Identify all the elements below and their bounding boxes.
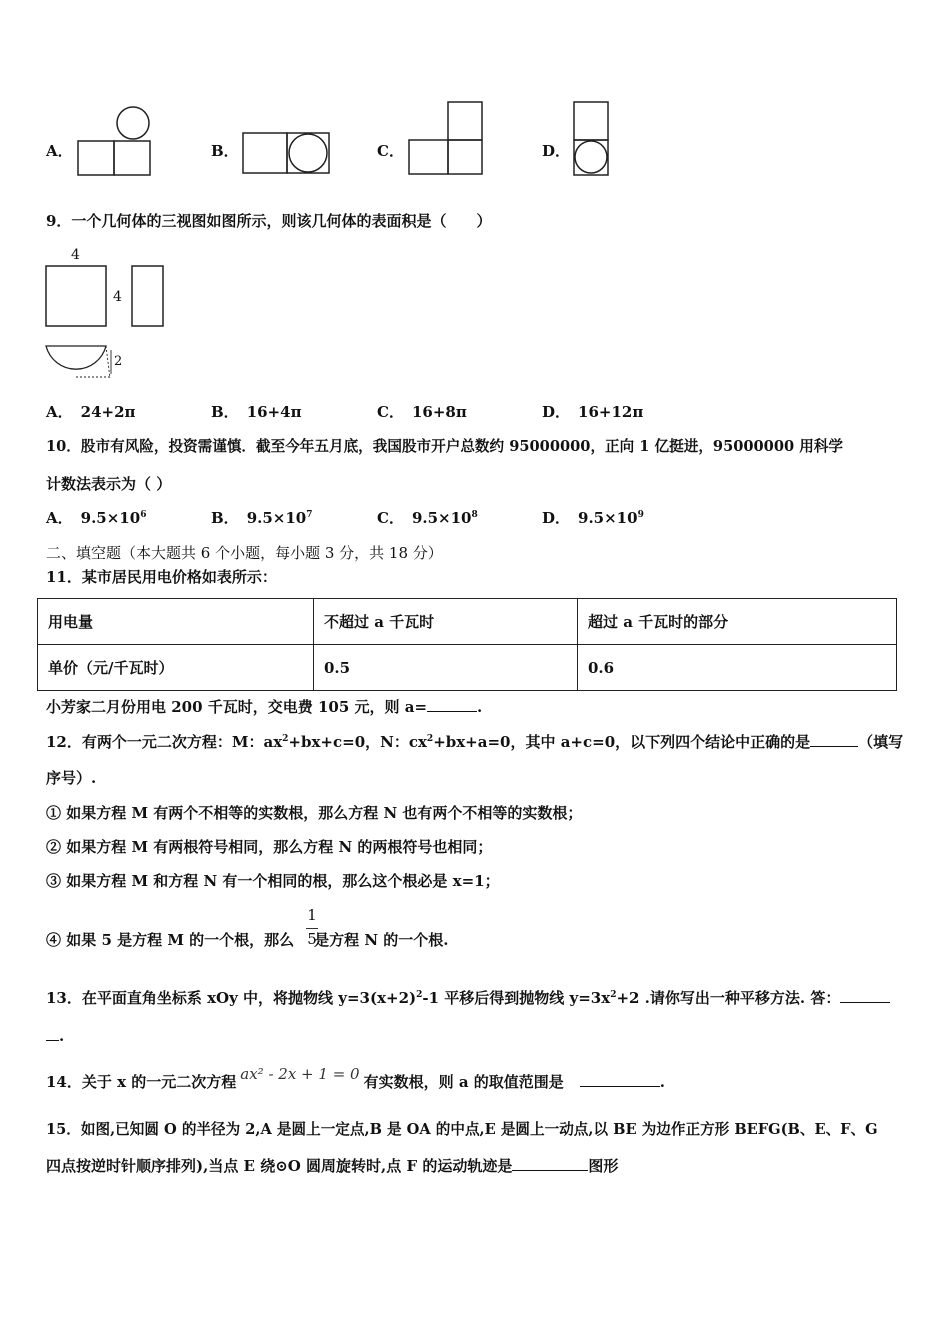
q14-stem: 14．关于 x 的一元二次方程 ax² - 2x + 1 = 0 有实数根，则 a 的取值范围是 . [46,1065,665,1091]
q10-option-b: B． $9.5\times 10^7$ [211,509,313,527]
q12-item-4: ④ 如果 5 是方程 M 的一个根，那么 是方程 N 的一个根. [46,931,449,949]
table-cell: 超过 a 千瓦时的部分 [578,599,897,645]
q14-equation: ax² - 2x + 1 = 0 [240,1065,360,1083]
section2-title: 二、填空题（本大题共 6 个小题，每小题 3 分，共 18 分） [46,544,443,562]
q11-stem: 11．某市居民用电价格如表所示： [46,568,277,586]
answer-blank[interactable] [580,1072,660,1087]
q15-stem-line2: 四点按逆时针顺序排列),当点 E 绕⊙O 圆周旋转时,点 F 的运动轨迹是 图形 [46,1157,619,1175]
answer-blank[interactable] [427,697,477,712]
q12-item-3: ③ 如果方程 M 和方程 N 有一个相同的根，那么这个根必是 x=1； [46,872,500,890]
q12-stem-line1: 12．有两个一元二次方程：M：$ax^2+bx+c=0$，N：$cx^2+bx+a=0$，其中 a+c=0，以下列四个结论中正确的是 （填写 [46,733,904,751]
q9-option-c: C． 16+8π [377,403,467,421]
table-cell: 0.6 [578,645,897,691]
table-cell: 不超过 a 千瓦时 [314,599,578,645]
q8-option-d-label: D． [542,142,571,160]
q12-item-1: ① 如果方程 M 有两个不相等的实数根，那么方程 N 也有两个不相等的实数根； [46,804,583,822]
q10-stem-line2: 计数法表示为（ ） [46,475,172,493]
q9-semicircle-dimension: 2 [114,354,123,369]
q15-stem-line1: 15．如图,已知圆 O 的半径为 2,A 是圆上一定点,B 是 OA 的中点,E 是圆上一动点,以 BE 为边作正方形 BEFG(B、E、F、G [46,1121,878,1138]
q9-option-a: A． 24+2π [46,403,136,421]
q9-stem: 9．一个几何体的三视图如图所示，则该几何体的表面积是（ ） [46,212,492,230]
fraction-numerator: 1 [307,906,317,924]
q9-option-b: B． 16+4π [211,403,302,421]
table-cell: 单价（元/千瓦时） [38,645,314,691]
q9-option-d: D． 16+12π [542,403,644,421]
q9-three-view-figure [40,246,180,386]
q8-option-b-label: B． [211,142,239,160]
q10-stem-line1: 10．股市有风险，投资需谨慎．截至今年五月底，我国股市开户总数约 95000000，正向 1 亿挺进，95000000 用科学 [46,438,844,455]
table-cell: 用电量 [38,599,314,645]
q8-option-d-figure [572,100,612,180]
fraction-denominator: 5 [307,930,317,948]
q10-option-d: D． $9.5\times 10^9$ [542,509,644,527]
q9-top-dimension: 4 [71,247,80,263]
table-cell: 0.5 [314,645,578,691]
q8-option-c-label: C． [377,142,404,160]
answer-blank[interactable] [512,1156,588,1171]
q13-stem-line2: . [46,1026,64,1046]
answer-blank[interactable] [810,732,858,747]
answer-blank[interactable] [46,1026,59,1041]
q12-item-2: ② 如果方程 M 有两根符号相同，那么方程 N 的两根符号也相同； [46,838,493,856]
answer-blank[interactable] [840,988,890,1003]
q10-option-c: C． $9.5\times 10^8$ [377,509,478,527]
table-row [38,645,897,691]
q11-price-table [37,598,897,691]
q9-side-dimension: 4 [113,289,122,305]
q8-option-a-label: A． [46,142,73,160]
q8-option-b-figure [241,131,333,177]
q10-option-a: A． $9.5\times 10^6$ [46,509,147,527]
q13-stem-line1: 13．在平面直角坐标系 xOy 中，将抛物线 $y=3(x+2)^2-1$ 平移后得到抛物线 $y=3x^2+2$ .请你写出一种平移方法. 答： [46,988,890,1008]
q8-option-a-figure [76,104,154,178]
q8-option-c-figure [407,100,487,178]
q12-stem-line2: 序号）. [46,769,97,787]
table-row [38,599,897,645]
fraction-bar [306,928,318,929]
q11-question: 小芳家二月份用电 200 千瓦时，交电费 105 元，则 a= . [46,698,483,716]
